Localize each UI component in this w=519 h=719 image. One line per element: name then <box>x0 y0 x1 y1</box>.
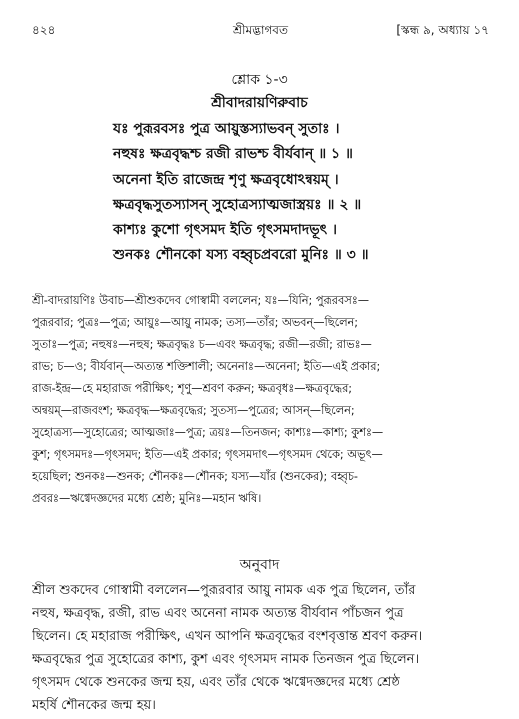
synonym-line: শ্রী-বাদরায়ণিঃ উবাচ—শ্রীশুকদেব গোস্বামী বললেন; যঃ—যিনি; পুরূরবসঃ— <box>32 294 370 307</box>
synonym-line: অন্বয়ম্—রাজবংশ; ক্ষত্রবৃদ্ধ—ক্ষত্রবৃদ্ধের; সুতস্য—পুত্রের; আসন্—ছিলেন; <box>32 404 355 417</box>
synonym-line: পুরূরবার; পুত্রঃ—পুত্র; আয়ুঃ—আয়ু নামক; তস্য—তাঁর; অভবন্—ছিলেন; <box>32 316 359 329</box>
synonym-line: রাভ; চ—ও; বীর্যবান্—অত্যন্ত শক্তিশালী; অনেনাঃ—অনেনা; ইতি—এই প্রকার; <box>32 360 381 373</box>
synonyms-paragraph <box>32 290 490 510</box>
translation-line: শ্রীল শুকদেব গোস্বামী বললেন—পুরূরবার আয়ু নামক এক পুত্র ছিলেন, তাঁর <box>32 583 416 598</box>
synonym-line: সুহোত্রস্য—সুহোত্রের; আত্মজাঃ—পুত্র; ত্রয়ঃ—তিনজন; কাশ্যঃ—কাশ্য; কুশঃ— <box>32 426 384 439</box>
translation-line: মহর্ষি শৌনকের জন্ম হয়। <box>32 698 156 713</box>
page-header <box>32 22 489 40</box>
translation-line: নহুষ, ক্ষত্রবৃদ্ধ, রজী, রাভ এবং অনেনা নামক অত্যন্ত বীর্যবান পাঁচজন পুত্র <box>32 606 404 621</box>
verse-line: কাশ্যঃ কুশো গৃৎসমদ ইতি গৃৎসমদাদভূৎ । <box>113 222 337 238</box>
synonym-line: রাজ-ইন্দ্র—হে মহারাজ পরীক্ষিৎ; শৃণু—শ্রবণ করুন; ক্ষত্রবৃধঃ—ক্ষত্রবৃদ্ধের; <box>32 382 353 395</box>
verse-line: শুনকঃ শৌনকো যস্য বহ্বৃচপ্রবরো মুনিঃ ॥ ৩ ॥ <box>113 247 369 263</box>
translation-line: গৃৎসমদ থেকে শুনকের জন্ম হয়, এবং তাঁর থেকে ঋগ্বেদজ্ঞদের মধ্যে শ্রেষ্ঠ <box>32 675 400 690</box>
synonym-line: কুশ; গৃৎসমদঃ—গৃৎসমদ; ইতি—এই প্রকার; গৃৎসমদাৎ—গৃৎসমদ থেকে; অভূৎ— <box>32 448 383 461</box>
page-number: ৪২৪ <box>32 23 56 37</box>
verse-heading: শ্লোক ১-৩ <box>231 72 288 88</box>
verse-line: নহুষঃ ক্ষত্রবৃদ্ধশ্চ রজী রাভশ্চ বীর্যবান্ ॥ ১ ॥ <box>113 146 353 162</box>
book-title: শ্রীমদ্ভাগবত <box>232 23 288 37</box>
translation-line: ক্ষত্রবৃদ্ধের পুত্র সুহোত্রের কাশ্য, কুশ এবং গৃৎসমদ নামক তিনজন পুত্র ছিলেন। <box>32 652 420 667</box>
speaker-line: শ্রীবাদরায়ণিরুবাচ <box>211 95 308 111</box>
translation-paragraph <box>32 579 492 717</box>
verse-line: যঃ পুরূরবসঃ পুত্র আয়ুস্তস্যাভবন্ সুতাঃ । <box>113 121 340 137</box>
translation-line: ছিলেন। হে মহারাজ পরীক্ষিৎ, এখন আপনি ক্ষত্রবৃদ্ধের বংশবৃত্তান্ত শ্রবণ করুন। <box>32 629 423 644</box>
translation-heading: অনুবাদ <box>239 557 280 573</box>
synonym-line: সুতাঃ—পুত্র; নহুষঃ—নহুষ; ক্ষত্রবৃদ্ধঃ চ—এবং ক্ষত্রবৃদ্ধ; রজী—রজী; রাভঃ— <box>32 338 372 351</box>
chapter-reference: [স্কন্ধ ৯, অধ্যায় ১৭ <box>396 23 489 37</box>
synonym-line: প্রবরঃ—ঋগ্বেদজ্ঞদের মধ্যে শ্রেষ্ঠ; মুনিঃ—মহান ঋষি। <box>32 492 262 505</box>
verse-line: অনেনা ইতি রাজেন্দ্র শৃণু ক্ষত্রবৃধোঽন্বয়ম্ । <box>113 172 339 188</box>
verse-line: ক্ষত্রবৃদ্ধসুতস্যাসন্ সুহোত্রস্যাত্মজাস্ত্রয়ঃ ॥ ২ ॥ <box>113 197 362 213</box>
synonym-line: হয়েছিল; শুনকঃ—শুনক; শৌনকঃ—শৌনক; যস্য—যাঁর (শুনকের); বহ্বৃচ- <box>32 470 358 483</box>
